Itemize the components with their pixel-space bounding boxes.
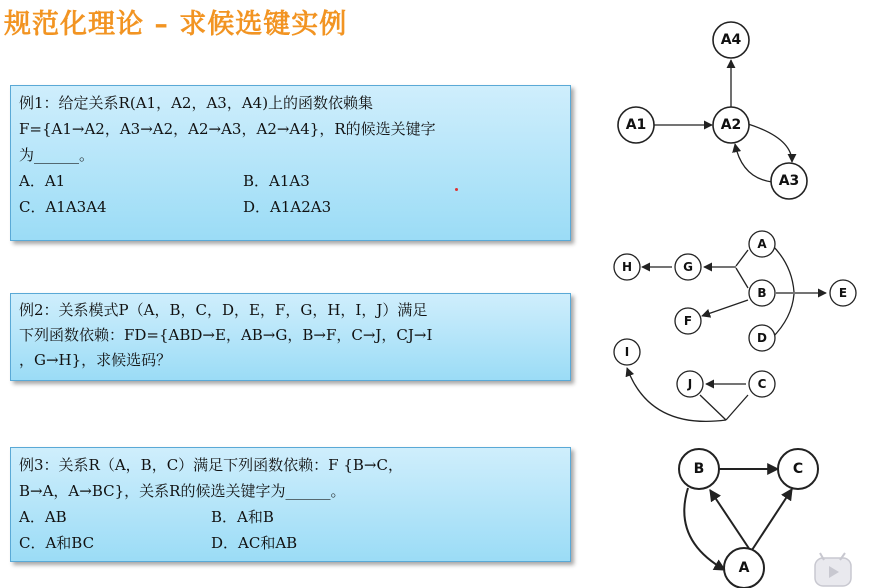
edge-a3-a2 <box>735 144 772 182</box>
example1-line1: 例1：给定关系R(A1，A2，A3，A4)上的函数依赖集 <box>19 94 374 112</box>
node-a3 <box>771 163 807 199</box>
edge-a-c <box>752 489 792 550</box>
example2-line2: 下列函数依赖：FD={ABD→E，AB→G，B→F，C→J，CJ→I <box>19 326 433 344</box>
edge-d-to-junction <box>772 294 794 338</box>
play-icon[interactable] <box>812 552 858 588</box>
node-b-label: B <box>757 286 767 300</box>
node-i <box>614 339 640 365</box>
graph1 <box>618 22 807 199</box>
example2-line1: 例2：关系模式P（A，B，C，D，E，F，G，H，I，J）满足 <box>19 301 428 319</box>
node-a4-label: A4 <box>720 32 742 48</box>
node-a2 <box>713 107 749 143</box>
node-a2-label: A2 <box>720 117 742 133</box>
node-e-label: E <box>838 286 848 300</box>
example1-line3: 为______。 <box>19 146 95 164</box>
node-d <box>749 325 775 351</box>
example3-option-c: C．A和BC <box>19 534 95 552</box>
node-j <box>677 371 703 397</box>
node-c <box>749 371 775 397</box>
edge-j-to-i-junction <box>700 395 726 420</box>
node-a3-label: A3 <box>778 173 800 189</box>
example1-option-d: D．A1A2A3 <box>243 198 332 216</box>
node3-c <box>778 449 818 489</box>
node3-b <box>679 449 719 489</box>
example1-option-c: C．A1A3A4 <box>19 198 107 216</box>
example2-line3: ，G→H}，求候选码？ <box>19 351 172 369</box>
node-a1 <box>618 107 654 143</box>
edge-c-to-i-junction <box>726 395 748 420</box>
node-g <box>675 254 701 280</box>
edge-b-a <box>684 488 725 570</box>
graph3 <box>679 449 818 588</box>
node-j-label: J <box>687 377 693 391</box>
node-e <box>830 280 856 306</box>
example1-option-b: B．A1A3 <box>243 172 310 190</box>
edge-a-b <box>710 490 750 550</box>
node-b <box>749 280 775 306</box>
example1-option-a: A．A1 <box>19 172 66 190</box>
node3-a <box>724 548 764 588</box>
node3-a-label: A <box>738 560 750 576</box>
node-f <box>675 308 701 334</box>
node-i-label: I <box>624 345 630 359</box>
edge-a-to-junction <box>772 245 794 292</box>
node-h <box>614 254 640 280</box>
node3-b-label: B <box>693 461 705 477</box>
node3-c-label: C <box>792 461 804 477</box>
node-a-label: A <box>757 237 767 251</box>
edge-a2-a3 <box>748 124 792 162</box>
node-g-label: G <box>683 260 693 274</box>
example3-option-d: D．AC和AB <box>211 534 298 552</box>
node-d-label: D <box>757 331 767 345</box>
node-c-label: C <box>757 377 767 391</box>
node-a4 <box>713 22 749 58</box>
example3-option-b: B．A和B <box>211 508 274 526</box>
node-a <box>749 231 775 257</box>
example3-line1: 例3：关系R（A，B，C）满足下列函数依赖：F {B→C， <box>19 456 403 474</box>
node-h-label: H <box>621 260 633 274</box>
graph2 <box>614 231 856 421</box>
page-title: 规范化理论 – 求候选键实例 <box>4 9 348 40</box>
node-a1-label: A1 <box>625 117 647 133</box>
edge-a-to-g-junction <box>736 250 748 266</box>
example3-line2: B→A，A→BC}，关系R的候选关键字为______。 <box>19 482 346 500</box>
node-f-label: F <box>683 314 693 328</box>
edge-b-f <box>702 300 748 316</box>
example1-line2: F={A1→A2，A3→A2，A2→A3，A2→A4}，R的候选关键字 <box>19 120 436 138</box>
edge-b-to-g-junction <box>736 268 748 288</box>
edge-junction-i <box>627 368 726 421</box>
example3-option-a: A．AB <box>19 508 67 526</box>
